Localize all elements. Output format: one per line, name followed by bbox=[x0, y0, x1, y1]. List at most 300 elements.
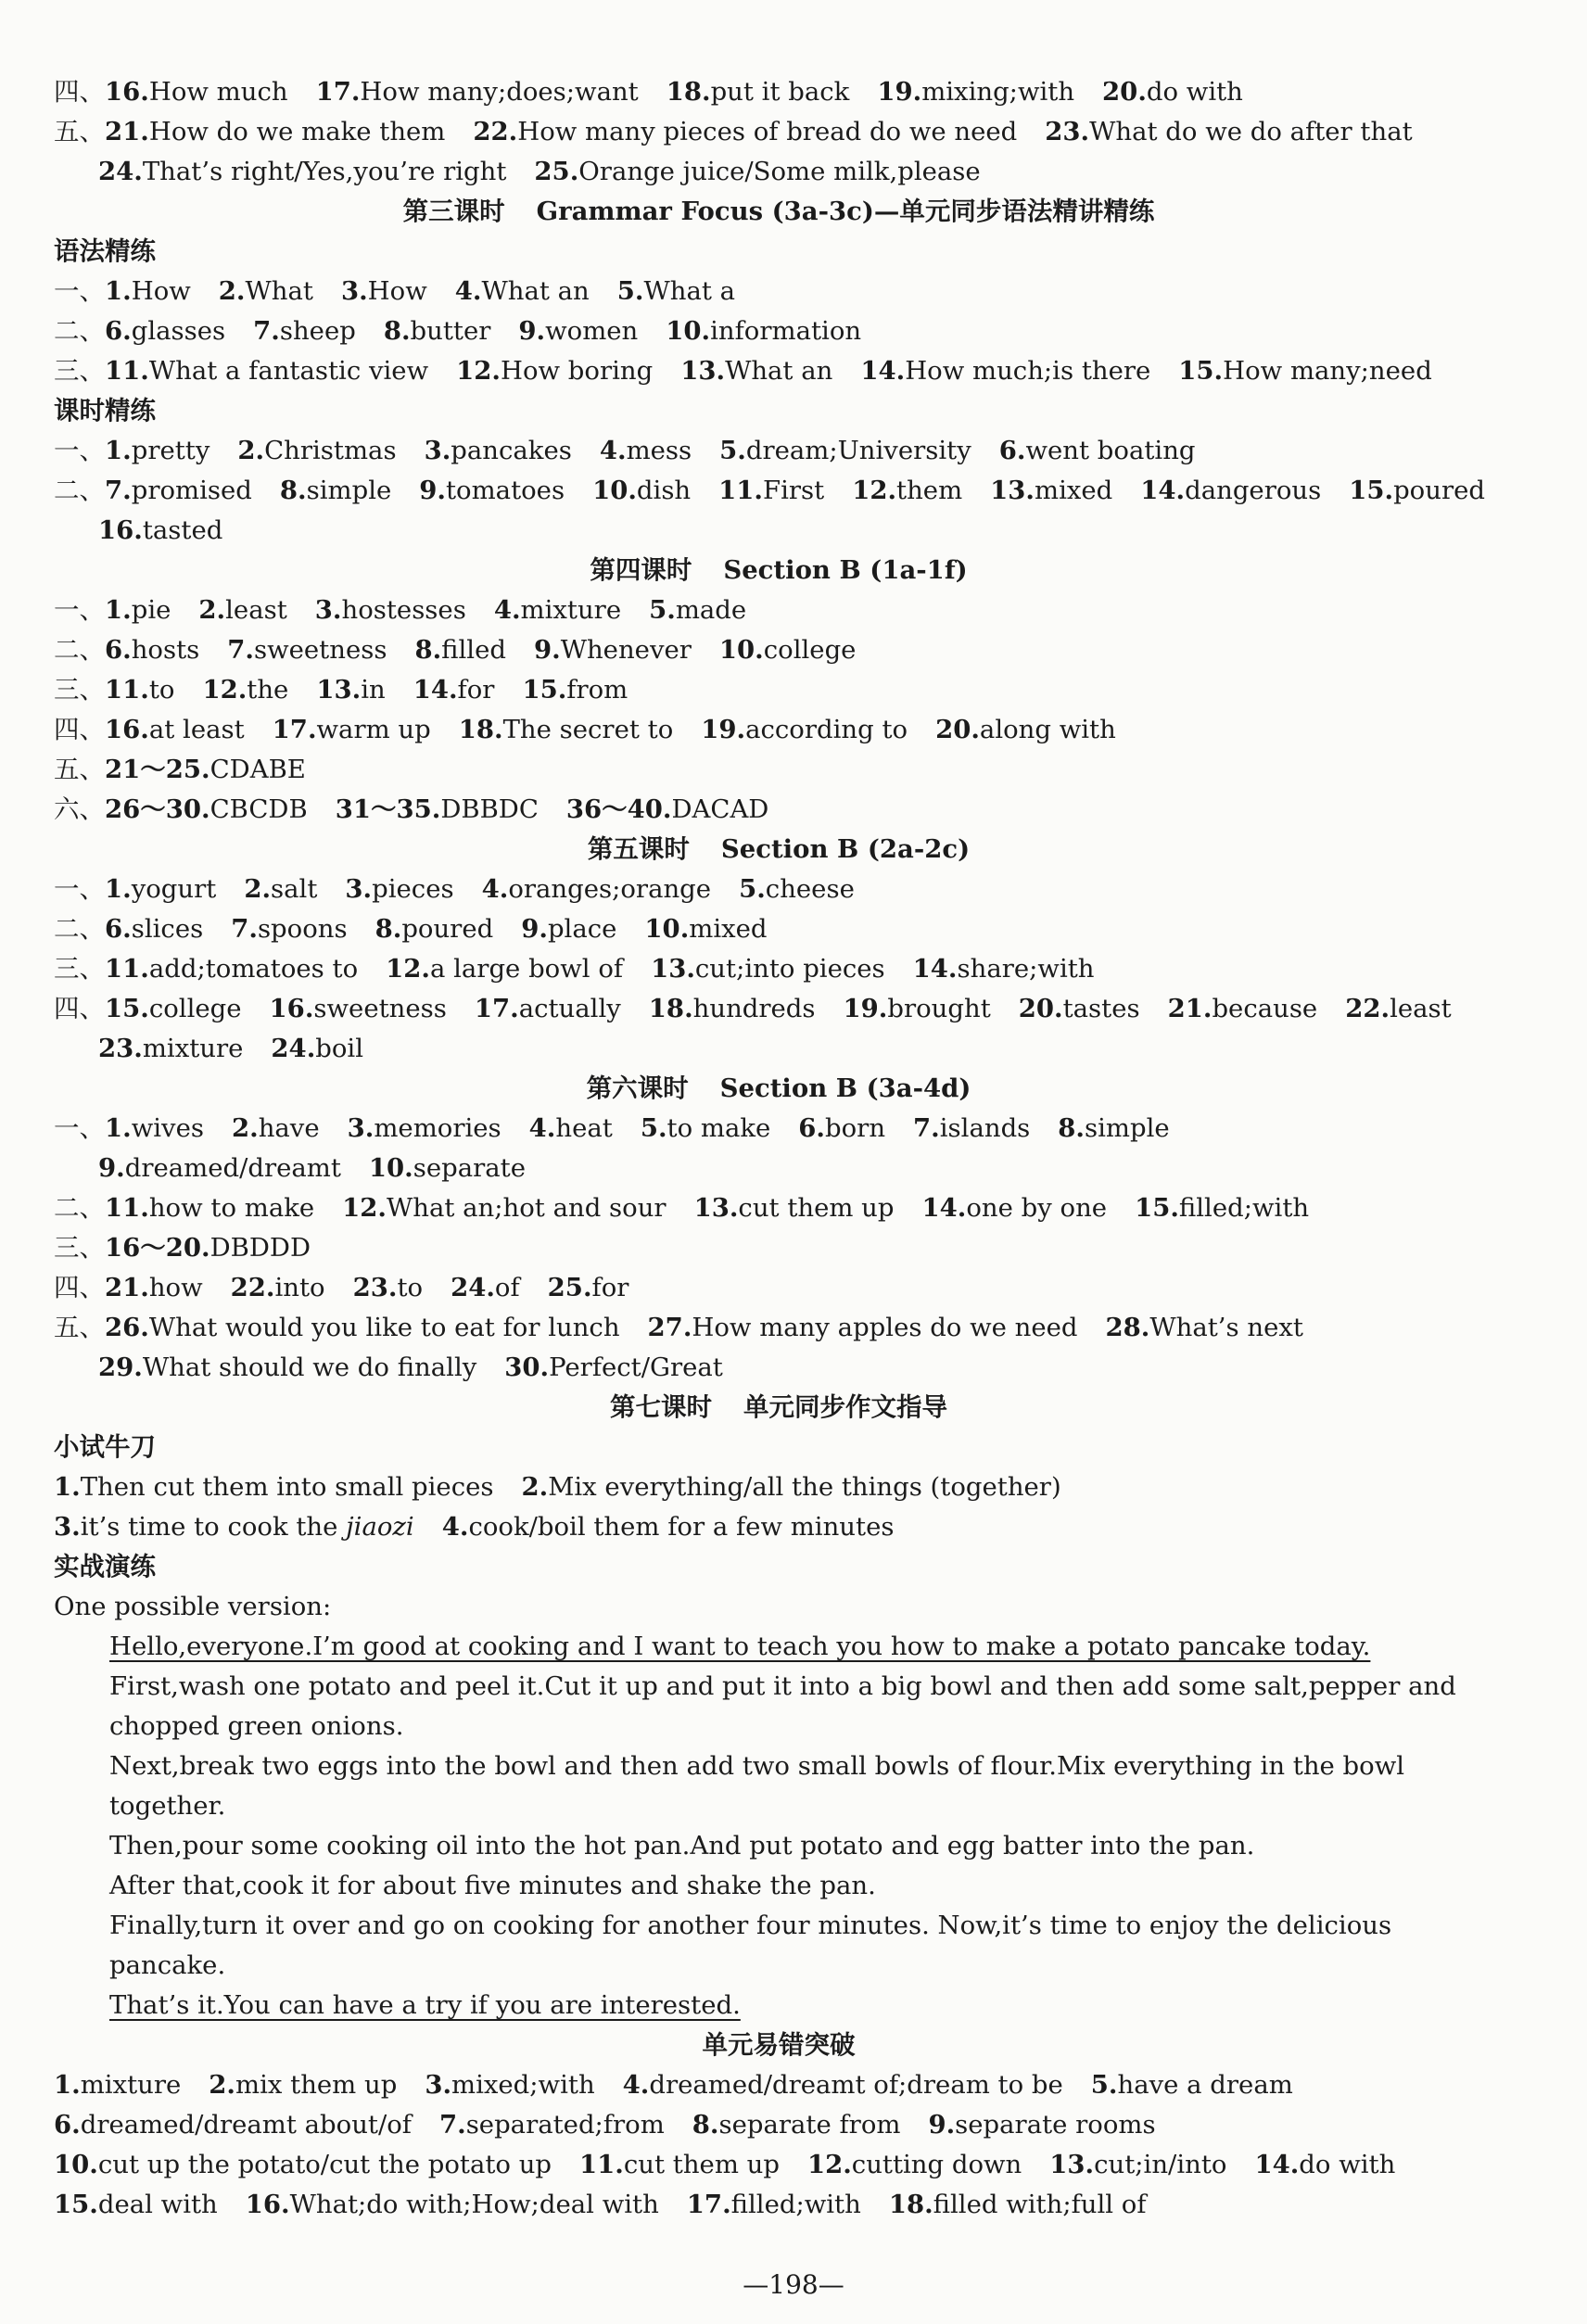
answer-line bbox=[54, 591, 1504, 630]
answer-item bbox=[649, 595, 746, 625]
answer-text: What a fantastic view bbox=[148, 356, 429, 386]
answer-text: cut them up bbox=[623, 2150, 780, 2179]
question-group-label: 五、 bbox=[54, 755, 105, 784]
answer-number: 6. bbox=[798, 1113, 826, 1143]
answer-number: 20. bbox=[1018, 994, 1063, 1023]
answer-line bbox=[54, 1029, 1504, 1069]
question-group-label: 一、 bbox=[54, 874, 105, 904]
answer-text: cut up the potato/cut the potato up bbox=[97, 2150, 552, 2179]
answer-number: 16. bbox=[245, 2190, 290, 2219]
lesson-topic: Section B (3a-4d) bbox=[719, 1073, 971, 1103]
answer-item bbox=[860, 356, 1150, 386]
question-group-label: 一、 bbox=[54, 1113, 105, 1143]
answer-text: What would you like to eat for lunch bbox=[148, 1313, 620, 1342]
answer-text: separate bbox=[413, 1153, 527, 1183]
question-group-label: 二、 bbox=[54, 635, 105, 665]
answer-text: mixture bbox=[142, 1034, 244, 1063]
question-group-label: 二、 bbox=[54, 316, 105, 346]
answer-item bbox=[98, 1352, 476, 1382]
answer-line bbox=[54, 1149, 1504, 1188]
answer-item bbox=[798, 1113, 885, 1143]
answer-text: to make bbox=[667, 1113, 771, 1143]
answer-line bbox=[54, 431, 1504, 471]
answer-item bbox=[246, 2190, 659, 2219]
answer-text: mixed;with bbox=[451, 2070, 595, 2100]
answer-item bbox=[105, 436, 209, 465]
answer-item bbox=[105, 276, 191, 306]
answer-number: 12. bbox=[202, 675, 248, 705]
answer-item bbox=[227, 635, 387, 665]
answer-item bbox=[475, 994, 621, 1023]
section-title-lesson3 bbox=[54, 192, 1504, 232]
answer-number: 22. bbox=[230, 1273, 275, 1302]
answer-number: 9. bbox=[518, 316, 546, 346]
answer-text: for bbox=[591, 1273, 629, 1302]
lesson-topic: Section B (2a-2c) bbox=[720, 834, 971, 864]
answer-item bbox=[425, 436, 572, 465]
answer-number: 19. bbox=[701, 715, 746, 744]
answer-item bbox=[353, 1273, 423, 1302]
answer-item bbox=[548, 1273, 629, 1302]
answer-text: filled;with bbox=[1178, 1193, 1310, 1223]
answer-item bbox=[649, 994, 816, 1023]
answer-item bbox=[529, 1113, 613, 1143]
answer-line bbox=[54, 630, 1504, 670]
subheading-try-it: 小试牛刀 bbox=[54, 1432, 156, 1462]
answer-text: The secret to bbox=[502, 715, 674, 744]
answer-number: 30. bbox=[504, 1352, 550, 1382]
answer-item bbox=[1019, 994, 1140, 1023]
answer-line bbox=[54, 471, 1504, 511]
answer-number: 8. bbox=[414, 635, 442, 665]
answer-number: 3. bbox=[424, 436, 451, 465]
answer-item bbox=[518, 316, 638, 346]
answer-number: 8. bbox=[1058, 1113, 1086, 1143]
answer-number: 17. bbox=[686, 2190, 731, 2219]
question-group-label: 一、 bbox=[54, 276, 105, 306]
answer-number: 25. bbox=[534, 157, 579, 186]
answer-text: information bbox=[710, 316, 862, 346]
answer-text: college bbox=[148, 994, 242, 1023]
question-group-label: 五、 bbox=[54, 117, 105, 146]
answer-text: How bbox=[131, 276, 191, 306]
answer-item bbox=[98, 1034, 243, 1063]
answer-number: 15. bbox=[105, 994, 149, 1023]
essay-paragraph-4: Then,pour some cooking oil into the hot pan.And put potato and egg batter into the pan. bbox=[109, 1831, 1255, 1860]
answer-item bbox=[105, 755, 306, 784]
answer-number: 10. bbox=[54, 2150, 98, 2179]
answer-item bbox=[273, 715, 431, 744]
answer-number: 10. bbox=[666, 316, 711, 346]
answer-line bbox=[54, 2185, 1504, 2225]
answer-item bbox=[348, 1113, 501, 1143]
answer-text: sweetness bbox=[313, 994, 447, 1023]
answer-text: pie bbox=[131, 595, 171, 625]
answer-number: 18. bbox=[888, 2190, 933, 2219]
answer-text: pancakes bbox=[451, 436, 572, 465]
answer-number: 1. bbox=[54, 1472, 81, 1502]
answer-text: How much;is there bbox=[905, 356, 1151, 386]
question-group-label: 五、 bbox=[54, 1313, 105, 1342]
answer-item bbox=[844, 994, 991, 1023]
answer-number: 7. bbox=[438, 2110, 466, 2140]
answer-item bbox=[54, 2150, 552, 2179]
answer-number: 4. bbox=[481, 874, 509, 904]
answer-text: went boating bbox=[1025, 436, 1196, 465]
answer-number: 3. bbox=[314, 595, 342, 625]
answer-text: What an bbox=[481, 276, 590, 306]
answers-common-errors bbox=[54, 2065, 1504, 2225]
answer-text: college bbox=[763, 635, 857, 665]
essay-paragraph-3: Next,break two eggs into the bowl and then add two small bowls of flour.Mix everything in the bowl together. bbox=[109, 1751, 1405, 1821]
answer-line bbox=[54, 750, 1504, 790]
answer-text: for bbox=[457, 675, 495, 705]
answer-item bbox=[105, 1313, 620, 1342]
question-group-label: 四、 bbox=[54, 1273, 105, 1302]
essay-intro: One possible version: bbox=[54, 1592, 332, 1621]
answer-number: 10. bbox=[644, 914, 690, 944]
answer-text: First bbox=[763, 476, 825, 505]
answer-number: 6. bbox=[105, 316, 132, 346]
answer-line bbox=[54, 2105, 1504, 2145]
answer-item bbox=[198, 595, 286, 625]
answer-item bbox=[369, 1153, 526, 1183]
answer-text: What;do with;How;deal with bbox=[289, 2190, 659, 2219]
answer-text: have a dream bbox=[1117, 2070, 1293, 2100]
answer-text: separate rooms bbox=[955, 2110, 1156, 2140]
answer-line bbox=[54, 152, 1504, 192]
answer-text: How many apples do we need bbox=[692, 1313, 1078, 1342]
answer-text: DBBDC bbox=[440, 794, 539, 824]
answer-item bbox=[1349, 476, 1485, 505]
question-group-label: 一、 bbox=[54, 436, 105, 465]
answer-text: to bbox=[397, 1273, 424, 1302]
answer-item bbox=[852, 476, 962, 505]
answer-text: Orange juice/Some milk,please bbox=[578, 157, 981, 186]
answer-item bbox=[718, 476, 824, 505]
answer-item bbox=[482, 874, 711, 904]
answer-text: hundreds bbox=[692, 994, 816, 1023]
answer-item bbox=[522, 1472, 1061, 1502]
answer-number: 14. bbox=[1140, 476, 1186, 505]
answer-number: 4. bbox=[454, 276, 482, 306]
lesson-label: 第五课时 bbox=[587, 834, 690, 864]
answer-number: 26. bbox=[105, 1313, 149, 1342]
answer-text: What should we do finally bbox=[142, 1352, 477, 1382]
answer-number: 1. bbox=[105, 1113, 132, 1143]
answer-number: 4. bbox=[528, 1113, 556, 1143]
answer-number: 31～35. bbox=[335, 794, 441, 824]
answer-text: simple bbox=[1085, 1113, 1170, 1143]
answer-number: 11. bbox=[105, 954, 149, 984]
answer-number: 9. bbox=[533, 635, 561, 665]
answer-text: CBCDB bbox=[209, 794, 308, 824]
answer-text: to bbox=[148, 675, 175, 705]
answer-number: 13. bbox=[693, 1193, 739, 1223]
answer-number: 21. bbox=[105, 1273, 149, 1302]
answer-item bbox=[237, 436, 396, 465]
answer-number: 7. bbox=[253, 316, 280, 346]
answer-number: 16. bbox=[98, 515, 143, 545]
answer-item bbox=[54, 2190, 218, 2219]
answer-item bbox=[384, 316, 491, 346]
answer-line bbox=[54, 909, 1504, 949]
question-group-label: 三、 bbox=[54, 1233, 105, 1263]
answer-number: 12. bbox=[806, 2150, 852, 2179]
answer-number: 13. bbox=[990, 476, 1035, 505]
answer-number: 12. bbox=[342, 1193, 387, 1223]
answer-number: 5. bbox=[739, 874, 766, 904]
section-title-lesson7 bbox=[54, 1388, 1504, 1428]
answer-text: dish bbox=[636, 476, 692, 505]
answer-text: mixed bbox=[1035, 476, 1113, 505]
answer-item bbox=[386, 954, 623, 984]
answer-item bbox=[687, 2190, 861, 2219]
answer-number: 5. bbox=[719, 436, 746, 465]
answer-number: 1. bbox=[105, 874, 132, 904]
answer-text: Then cut them into small pieces bbox=[80, 1472, 494, 1502]
answer-item bbox=[105, 914, 203, 944]
answer-text: How bbox=[367, 276, 427, 306]
answer-number: 5. bbox=[649, 595, 676, 625]
answer-text: filled;with bbox=[730, 2190, 861, 2219]
section-title-lesson5 bbox=[54, 830, 1504, 870]
answer-item bbox=[1106, 1313, 1303, 1342]
answer-number: 8. bbox=[383, 316, 411, 346]
answers-lesson3-grammar bbox=[54, 272, 1504, 391]
answer-line bbox=[54, 351, 1504, 391]
answer-item bbox=[425, 2070, 594, 2100]
answer-number: 15. bbox=[1135, 1193, 1179, 1223]
answer-line bbox=[54, 1228, 1504, 1268]
answer-item bbox=[522, 675, 628, 705]
answer-number: 2. bbox=[237, 436, 265, 465]
answer-item bbox=[105, 1113, 204, 1143]
lesson-topic: Section B (1a-1f) bbox=[723, 555, 968, 585]
answer-text: Perfect/Great bbox=[549, 1352, 723, 1382]
answer-text: How many;need bbox=[1223, 356, 1432, 386]
answer-item bbox=[913, 954, 1095, 984]
answer-item bbox=[1091, 2070, 1293, 2100]
answer-number: 1. bbox=[105, 276, 132, 306]
answer-number: 24. bbox=[98, 157, 143, 186]
answer-item bbox=[105, 1273, 203, 1302]
answer-text: simple bbox=[306, 476, 392, 505]
answer-item: 3.it’s time to cook the jiaozi bbox=[54, 1512, 414, 1542]
answer-text: made bbox=[675, 595, 747, 625]
answer-text: glasses bbox=[131, 316, 226, 346]
answer-text: yogurt bbox=[131, 874, 217, 904]
answer-text: Christmas bbox=[264, 436, 397, 465]
answer-text: CDABE bbox=[209, 755, 306, 784]
answer-number: 14. bbox=[912, 954, 958, 984]
answer-text: women bbox=[545, 316, 639, 346]
answer-number: 12. bbox=[852, 476, 897, 505]
answer-number: 25. bbox=[547, 1273, 592, 1302]
answer-text: mixing;with bbox=[921, 77, 1075, 107]
answer-item bbox=[455, 276, 590, 306]
answer-text: separate from bbox=[718, 2110, 901, 2140]
answer-text: how to make bbox=[148, 1193, 315, 1223]
answer-text: What an;hot and sour bbox=[387, 1193, 667, 1223]
answer-item bbox=[439, 2110, 665, 2140]
answer-text: poured bbox=[401, 914, 494, 944]
answer-number: 22. bbox=[1345, 994, 1390, 1023]
answers-lesson7-try bbox=[54, 1467, 1504, 1507]
answer-number: 21. bbox=[105, 117, 149, 146]
answer-line bbox=[54, 1308, 1504, 1348]
answer-number: 27. bbox=[647, 1313, 692, 1342]
answer-text: dreamed/dreamt about/of bbox=[80, 2110, 412, 2140]
answer-line bbox=[54, 1188, 1504, 1228]
answer-item bbox=[494, 595, 621, 625]
answer-number: 15. bbox=[54, 2190, 98, 2219]
answer-text: deal with bbox=[97, 2190, 218, 2219]
answer-number: 2. bbox=[231, 1113, 259, 1143]
answer-line bbox=[54, 72, 1504, 112]
answer-text: How do we make them bbox=[148, 117, 446, 146]
answer-text: promised bbox=[131, 476, 252, 505]
answer-text: Whenever bbox=[560, 635, 692, 665]
answer-line bbox=[54, 870, 1504, 909]
answer-item bbox=[219, 276, 313, 306]
answer-item bbox=[694, 1193, 895, 1223]
answer-number: 13. bbox=[680, 356, 726, 386]
answer-item bbox=[231, 914, 347, 944]
answer-line bbox=[54, 949, 1504, 989]
answer-item bbox=[270, 994, 447, 1023]
answer-item bbox=[680, 356, 832, 386]
answer-number: 17. bbox=[315, 77, 361, 107]
question-group-label: 三、 bbox=[54, 954, 105, 984]
answer-text: How many pieces of bread do we need bbox=[517, 117, 1018, 146]
answer-item bbox=[316, 77, 639, 107]
subheading-grammar-practice: 语法精练 bbox=[54, 236, 156, 266]
answer-text: How boring bbox=[500, 356, 654, 386]
answer-item bbox=[701, 715, 908, 744]
answer-number: 17. bbox=[272, 715, 317, 744]
answer-text: mess bbox=[626, 436, 692, 465]
answer-line bbox=[54, 2145, 1504, 2185]
answer-number: 4. bbox=[493, 595, 521, 625]
answer-number: 10. bbox=[592, 476, 637, 505]
answer-text: mixture bbox=[520, 595, 622, 625]
answer-number: 24. bbox=[451, 1273, 495, 1302]
answer-text: DBDDD bbox=[209, 1233, 311, 1263]
answer-text: one by one bbox=[966, 1193, 1108, 1223]
answer-item bbox=[922, 1193, 1108, 1223]
answers-top bbox=[54, 72, 1504, 192]
answer-number: 18. bbox=[648, 994, 693, 1023]
answer-item bbox=[98, 157, 506, 186]
answer-item bbox=[1254, 2150, 1395, 2179]
answer-item bbox=[623, 2070, 1063, 2100]
answer-item bbox=[459, 715, 674, 744]
answer-number: 2. bbox=[218, 276, 246, 306]
answer-number: 3. bbox=[347, 1113, 375, 1143]
answer-number: 11. bbox=[718, 476, 763, 505]
answer-item bbox=[1049, 2150, 1226, 2179]
answer-item bbox=[889, 2190, 1147, 2219]
answer-item bbox=[232, 1113, 320, 1143]
answer-text: filled with;full of bbox=[933, 2190, 1147, 2219]
answer-item bbox=[316, 675, 385, 705]
answer-item bbox=[336, 794, 539, 824]
answer-text: DACAD bbox=[671, 794, 769, 824]
answer-text: memories bbox=[374, 1113, 501, 1143]
answers-lesson5 bbox=[54, 870, 1504, 1069]
answer-item bbox=[341, 276, 427, 306]
answer-item bbox=[719, 635, 857, 665]
answer-item bbox=[1178, 356, 1432, 386]
answer-text: put it back bbox=[710, 77, 850, 107]
answer-item bbox=[913, 1113, 1030, 1143]
answer-line bbox=[54, 2065, 1504, 2105]
answer-item bbox=[54, 2110, 412, 2140]
question-group-label: 一、 bbox=[54, 595, 105, 625]
answer-text: in bbox=[361, 675, 386, 705]
lesson-topic: Grammar Focus (3a-3c)—单元同步语法精讲精练 bbox=[536, 197, 1155, 226]
answer-text: according to bbox=[745, 715, 908, 744]
answer-text: islands bbox=[939, 1113, 1031, 1143]
answer-item bbox=[456, 356, 653, 386]
answer-number: 8. bbox=[375, 914, 402, 944]
question-group-label: 四、 bbox=[54, 715, 105, 744]
answer-item bbox=[105, 635, 199, 665]
answer-text: slices bbox=[131, 914, 204, 944]
answer-item bbox=[105, 1233, 311, 1263]
subheading-lesson-practice: 课时精练 bbox=[54, 396, 156, 425]
answer-text: have bbox=[258, 1113, 320, 1143]
answer-text: hosts bbox=[131, 635, 200, 665]
answer-item bbox=[1045, 117, 1412, 146]
answer-number: 14. bbox=[1254, 2150, 1300, 2179]
answer-number: 6. bbox=[105, 914, 132, 944]
answer-text: place bbox=[547, 914, 617, 944]
answer-number: 4. bbox=[599, 436, 627, 465]
answer-text: them bbox=[896, 476, 963, 505]
answer-line bbox=[54, 112, 1504, 152]
answer-number: 17. bbox=[474, 994, 519, 1023]
answer-item bbox=[667, 77, 850, 107]
answer-item bbox=[98, 515, 222, 545]
answer-number: 11. bbox=[105, 1193, 149, 1223]
answer-item bbox=[105, 954, 358, 984]
answer-item bbox=[1135, 1193, 1309, 1223]
answer-item bbox=[592, 476, 691, 505]
answer-text: sheep bbox=[279, 316, 356, 346]
answer-item bbox=[413, 675, 495, 705]
answer-item bbox=[105, 874, 216, 904]
answer-item bbox=[105, 77, 288, 107]
answer-text: oranges;orange bbox=[508, 874, 712, 904]
answer-number: 3. bbox=[340, 276, 368, 306]
answer-number: 13. bbox=[316, 675, 362, 705]
answer-number: 4. bbox=[622, 2070, 650, 2100]
answer-number: 1. bbox=[105, 595, 132, 625]
answer-text: salt bbox=[271, 874, 318, 904]
answer-line bbox=[54, 1109, 1504, 1149]
answer-text: What an bbox=[725, 356, 833, 386]
answer-text: from bbox=[566, 675, 628, 705]
answer-item bbox=[315, 595, 466, 625]
answer-line bbox=[54, 790, 1504, 830]
answer-number: 11. bbox=[105, 675, 149, 705]
answer-text: How many;does;want bbox=[360, 77, 639, 107]
answer-line bbox=[54, 1348, 1504, 1388]
answer-item bbox=[105, 675, 174, 705]
answer-text: heat bbox=[555, 1113, 613, 1143]
